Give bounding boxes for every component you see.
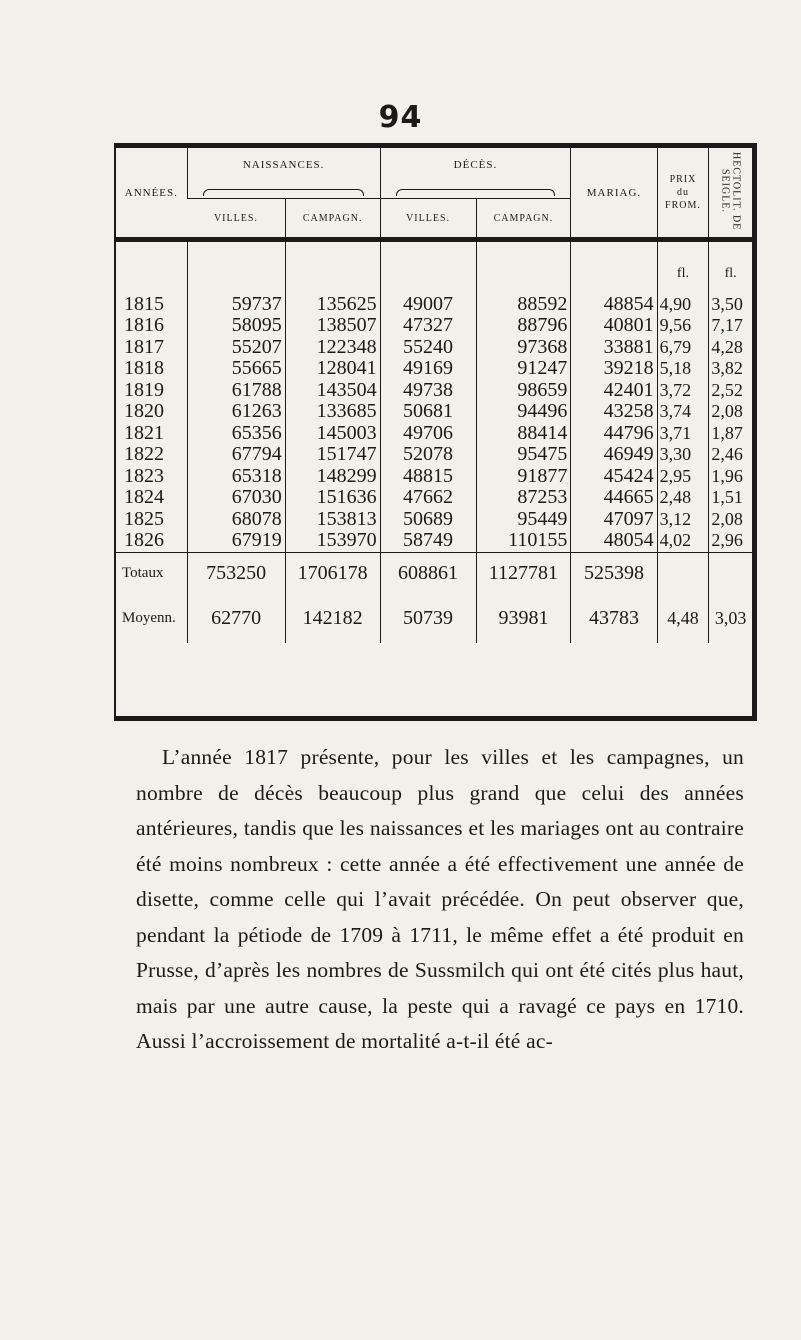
- cell-mariag: 48054: [571, 530, 657, 552]
- cell-n-campagn: 135625: [285, 284, 380, 316]
- cell-n-villes: 55665: [187, 358, 285, 380]
- statistics-grid: [116, 148, 752, 643]
- cell-prix: 2,95: [657, 466, 709, 488]
- cell-d-villes: 55240: [380, 337, 476, 359]
- header-prix-line1: PRIX: [669, 174, 697, 185]
- cell-n-villes: 67030: [187, 487, 285, 509]
- header-hecto: [709, 148, 752, 240]
- year-rows: [116, 240, 752, 553]
- cell-d-villes: 50689: [380, 509, 476, 531]
- cell-hecto: 2,08: [709, 401, 752, 423]
- cell-hecto: 1,87: [709, 423, 752, 445]
- cell-d-campagn: 98659: [476, 380, 571, 402]
- unit-hecto: fl.: [709, 264, 752, 284]
- cell-d-villes: 49706: [380, 423, 476, 445]
- cell-n-villes: 58095: [187, 315, 285, 337]
- cell-year: 1815: [124, 292, 164, 315]
- header-naissances-campagn: CAMPAGN.: [285, 199, 380, 240]
- cell-hecto: 3,50: [709, 284, 752, 316]
- totaux-prix: [657, 552, 709, 595]
- header-annees: ANNÉES.: [124, 186, 178, 199]
- naissances-brace: [203, 189, 364, 196]
- cell-n-villes: 61263: [187, 401, 285, 423]
- cell-hecto: 1,96: [709, 466, 752, 488]
- cell-n-villes: 59737: [187, 284, 285, 316]
- cell-n-campagn: 151747: [285, 444, 380, 466]
- cell-year: 1822: [124, 443, 164, 465]
- moyenn-n-villes: 62770: [187, 595, 285, 643]
- totals-rows: [116, 552, 752, 643]
- moyenn-mariag: 43783: [571, 595, 657, 643]
- cell-mariag: 33881: [571, 337, 657, 359]
- cell-n-campagn: 151636: [285, 487, 380, 509]
- cell-prix: 3,12: [657, 509, 709, 531]
- table-row-totaux: [116, 552, 752, 595]
- totaux-label: Totaux: [116, 552, 187, 595]
- cell-mariag: 40801: [571, 315, 657, 337]
- cell-d-campagn: 110155: [476, 530, 571, 552]
- cell-d-campagn: 94496: [476, 401, 571, 423]
- cell-n-campagn: 122348: [285, 337, 380, 359]
- totaux-d-campagn: 1127781: [476, 552, 571, 595]
- moyenn-d-villes: 50739: [380, 595, 476, 643]
- table-row: [116, 358, 752, 380]
- header-deces-campagn: CAMPAGN.: [476, 199, 571, 240]
- cell-year: 1826: [124, 529, 164, 551]
- cell-n-villes: 65356: [187, 423, 285, 445]
- cell-d-villes: 58749: [380, 530, 476, 552]
- cell-d-villes: 49738: [380, 380, 476, 402]
- cell-d-villes: 47662: [380, 487, 476, 509]
- cell-prix: 5,18: [657, 358, 709, 380]
- cell-year: 1821: [124, 421, 164, 444]
- table-row: [116, 466, 752, 488]
- cell-d-campagn: 88592: [476, 284, 571, 316]
- cell-mariag: 43258: [571, 401, 657, 423]
- cell-prix: 4,02: [657, 530, 709, 552]
- cell-n-villes: 65318: [187, 466, 285, 488]
- moyenn-prix: 4,48: [657, 595, 709, 643]
- cell-year: 1824: [124, 486, 164, 508]
- header-deces-label: DÉCÈS.: [453, 159, 498, 171]
- units-row: [116, 264, 752, 284]
- table-row: [116, 487, 752, 509]
- header-naissances: [187, 148, 380, 199]
- cell-n-villes: 55207: [187, 337, 285, 359]
- cell-mariag: 44665: [571, 487, 657, 509]
- header-mariag: MARIAG.: [571, 148, 657, 240]
- cell-n-campagn: 128041: [285, 358, 380, 380]
- statistics-table: [114, 143, 757, 721]
- cell-n-campagn: 143504: [285, 380, 380, 402]
- cell-d-villes: 49007: [380, 284, 476, 316]
- cell-hecto: 4,28: [709, 337, 752, 359]
- table-row: [116, 530, 752, 552]
- cell-d-campagn: 91877: [476, 466, 571, 488]
- cell-prix: 3,71: [657, 423, 709, 445]
- cell-d-villes: 49169: [380, 358, 476, 380]
- unit-prix: fl.: [657, 264, 709, 284]
- table-row: [116, 284, 752, 316]
- header-prix-line3: FROM.: [665, 200, 701, 211]
- cell-prix: 6,79: [657, 337, 709, 359]
- cell-d-campagn: 97368: [476, 337, 571, 359]
- moyenn-label: Moyenn.: [122, 610, 176, 626]
- cell-prix: 3,30: [657, 444, 709, 466]
- cell-prix: 9,56: [657, 315, 709, 337]
- moyenn-hecto: 3,03: [709, 595, 752, 643]
- header-deces: [380, 148, 571, 199]
- cell-n-campagn: 133685: [285, 401, 380, 423]
- cell-mariag: 45424: [571, 466, 657, 488]
- header-prix-line2: du: [676, 187, 689, 198]
- totaux-hecto: [709, 552, 752, 595]
- cell-n-campagn: 153970: [285, 530, 380, 552]
- cell-mariag: 39218: [571, 358, 657, 380]
- deces-brace: [396, 189, 555, 196]
- cell-mariag: 42401: [571, 380, 657, 402]
- cell-mariag: 46949: [571, 444, 657, 466]
- cell-n-villes: 67919: [187, 530, 285, 552]
- cell-d-campagn: 88414: [476, 423, 571, 445]
- cell-d-villes: 52078: [380, 444, 476, 466]
- table-row: [116, 380, 752, 402]
- cell-d-campagn: 95475: [476, 444, 571, 466]
- cell-n-campagn: 138507: [285, 315, 380, 337]
- cell-mariag: 48854: [571, 284, 657, 316]
- cell-prix: 4,90: [657, 284, 709, 316]
- totaux-d-villes: 608861: [380, 552, 476, 595]
- moyenn-d-campagn: 93981: [476, 595, 571, 643]
- cell-n-villes: 61788: [187, 380, 285, 402]
- cell-hecto: 7,17: [709, 315, 752, 337]
- cell-prix: 3,74: [657, 401, 709, 423]
- page-number: 94: [378, 100, 423, 135]
- cell-hecto: 2,52: [709, 380, 752, 402]
- cell-d-campagn: 95449: [476, 509, 571, 531]
- header-hecto-label: HECTOLIT. DE SEIGLE.: [719, 151, 742, 231]
- cell-hecto: 1,51: [709, 487, 752, 509]
- cell-d-campagn: 91247: [476, 358, 571, 380]
- cell-prix: 2,48: [657, 487, 709, 509]
- cell-d-campagn: 87253: [476, 487, 571, 509]
- table-row: [116, 423, 752, 445]
- cell-year: 1818: [124, 357, 164, 379]
- totaux-mariag: 525398: [571, 552, 657, 595]
- cell-d-villes: 47327: [380, 315, 476, 337]
- table-row-moyenn: [116, 595, 752, 643]
- cell-d-villes: 48815: [380, 466, 476, 488]
- cell-year: 1819: [124, 378, 164, 401]
- cell-year: 1820: [124, 400, 164, 422]
- totaux-n-campagn: 1706178: [285, 552, 380, 595]
- header-naissances-villes: VILLES.: [187, 199, 285, 240]
- header-deces-villes: VILLES.: [380, 199, 476, 240]
- table-row: [116, 337, 752, 359]
- table-row: [116, 509, 752, 531]
- moyenn-n-campagn: 142182: [285, 595, 380, 643]
- cell-d-campagn: 88796: [476, 315, 571, 337]
- body-text: [136, 740, 744, 1060]
- cell-year: 1817: [124, 335, 164, 358]
- table-row: [116, 444, 752, 466]
- cell-d-villes: 50681: [380, 401, 476, 423]
- header-naissances-label: NAISSANCES.: [242, 159, 325, 171]
- cell-hecto: 2,08: [709, 509, 752, 531]
- cell-hecto: 3,82: [709, 358, 752, 380]
- cell-year: 1823: [124, 464, 164, 487]
- cell-year: 1816: [124, 314, 164, 336]
- header-prix: [657, 148, 709, 240]
- cell-n-villes: 68078: [187, 509, 285, 531]
- body-paragraph: L’année 1817 présente, pour les villes et les campagnes, un nombre de décès beaucoup plus grand que celui des années antérieures, tandis que les naissances et les mariages ont au contraire été moins nombreux : cette année a été effectivement une année de disette, comme celle qui l’avait précédée. On peut observer que, pendant la pétiode de 1709 à 1711, le même effet a été produit en Prusse, d’après les nombres de Sussmilch qui ont été cités plus haut, mais par une autre cause, la peste qui a ravagé ce pays en 1710. Aussi l’accroissement de mortalité a-t-il été ac-: [136, 745, 744, 1053]
- cell-n-campagn: 153813: [285, 509, 380, 531]
- cell-mariag: 44796: [571, 423, 657, 445]
- totaux-n-villes: 753250: [187, 552, 285, 595]
- cell-hecto: 2,46: [709, 444, 752, 466]
- cell-n-campagn: 148299: [285, 466, 380, 488]
- cell-mariag: 47097: [571, 509, 657, 531]
- cell-prix: 3,72: [657, 380, 709, 402]
- cell-hecto: 2,96: [709, 530, 752, 552]
- table-row: [116, 401, 752, 423]
- table-row: [116, 315, 752, 337]
- cell-year: 1825: [124, 507, 164, 530]
- cell-n-campagn: 145003: [285, 423, 380, 445]
- cell-n-villes: 67794: [187, 444, 285, 466]
